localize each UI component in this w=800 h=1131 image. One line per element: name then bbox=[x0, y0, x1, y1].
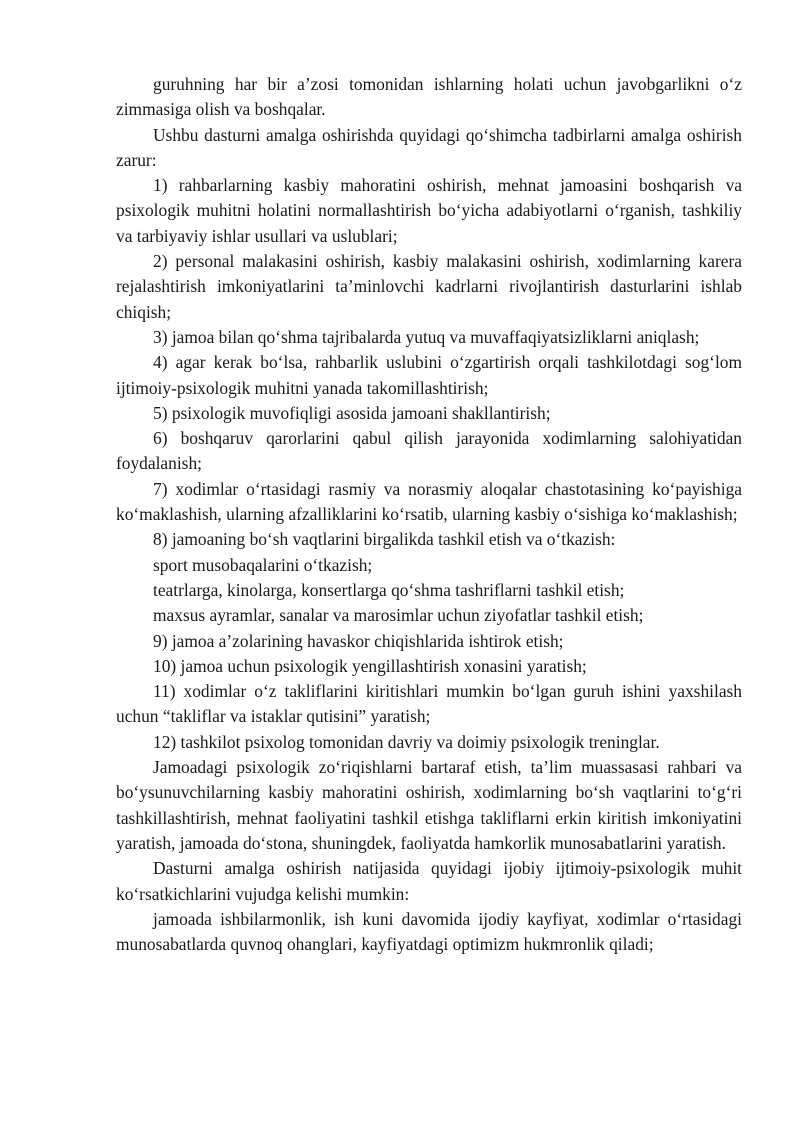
paragraph-responsibility: guruhning har bir a’zosi tomonidan ishlarning holati uchun javobgarlikni o‘z zimmasiga olish va boshqalar. bbox=[116, 74, 742, 120]
list-item-10: 10) jamoa uchun psixologik yengillashtirish xonasini yaratish; bbox=[153, 655, 587, 676]
list-item-5: 5) psixologik muvofiqligi asosida jamoani shakllantirish; bbox=[153, 402, 551, 423]
list-item-3: 3) jamoa bilan qo‘shma tajribalarda yutuq va muvaffaqiyatsizliklarni aniqlash; bbox=[153, 326, 700, 347]
sub-item-sport: sport musobaqalarini o‘tkazish; bbox=[153, 554, 373, 575]
list-item-8: 8) jamoaning bo‘sh vaqtlarini birgalikda tashkil etish va o‘tkazish: bbox=[153, 529, 616, 550]
list-item-6: 6) boshqaruv qarorlarini qabul qilish jarayonida xodimlarning salohiyatidan foydalanish; bbox=[116, 428, 742, 474]
list-item-12: 12) tashkilot psixolog tomonidan davriy va doimiy psixologik treninglar. bbox=[153, 731, 660, 752]
list-item-1: 1) rahbarlarning kasbiy mahoratini oshirish, mehnat jamoasini boshqarish va psixologik muhitni holatini normallashtirish bo‘yicha adabiyotlarni o‘rganish, tashkiliy va tarbiyaviy ishlar usullari va uslublari; bbox=[116, 175, 742, 246]
paragraph-program-results: Dasturni amalga oshirish natijasida quyidagi ijobiy ijtimoiy-psixologik muhit ko‘rsatkichlarini vujudga kelishi mumkin: bbox=[116, 858, 742, 904]
paragraph-additional-measures: Ushbu dasturni amalga oshirishda quyidagi qo‘shimcha tadbirlarni amalga oshirish zarur: bbox=[116, 124, 742, 170]
list-item-11: 11) xodimlar o‘z takliflarini kiritishlari mumkin bo‘lgan guruh ishini yaxshilash uchun “takliflar va istaklar qutisini” yaratish; bbox=[116, 681, 742, 727]
sub-item-celebrations: maxsus ayramlar, sanalar va marosimlar uchun ziyofatlar tashkil etish; bbox=[153, 605, 644, 626]
paragraph-positive-climate: jamoada ishbilarmonlik, ish kuni davomida ijodiy kayfiyat, xodimlar o‘rtasidagi munosabatlarda quvnoq ohanglari, kayfiyatdagi optimizm hukmronlik qiladi; bbox=[116, 908, 742, 955]
list-item-2: 2) personal malakasini oshirish, kasbiy malakasini oshirish, xodimlarning karera rejalashtirish imkoniyatlarini ta’minlovchi kadrlarni rivojlantirish dasturlarini ishlab chiqish; bbox=[116, 251, 742, 322]
list-item-7: 7) xodimlar o‘rtasidagi rasmiy va norasmiy aloqalar chastotasining ko‘payishiga ko‘maklashish, ularning afzalliklarini ko‘rsatib, ularning kasbiy o‘sishiga ko‘maklashish; bbox=[116, 478, 742, 525]
sub-item-theatre: teatrlarga, kinolarga, konsertlarga qo‘shma tashriflarni tashkil etish; bbox=[153, 579, 625, 600]
document-page bbox=[116, 72, 742, 957]
paragraph-tension-removal: Jamoadagi psixologik zo‘riqishlarni bartaraf etish, ta’lim muassasasi rahbari va bo‘ysunuvchilarning kasbiy mahoratini oshirish, xodimlarning bo‘sh vaqtlarini to‘g‘ri tashkillashtirish, mehnat faoliyatini tashkil etishga takliflarni erkin kiritish imkoniyatini yaratish, jamoada do‘stona, shuningdek, faoliyatda hamkorlik munosabatlarini yaratish. bbox=[116, 757, 742, 853]
list-item-4: 4) agar kerak bo‘lsa, rahbarlik uslubini o‘zgartirish orqali tashkilotdagi sog‘lom ijtimoiy-psixologik muhitni yanada takomillashtirish; bbox=[116, 352, 742, 398]
list-item-9: 9) jamoa a’zolarining havaskor chiqishlarida ishtirok etish; bbox=[153, 630, 564, 651]
